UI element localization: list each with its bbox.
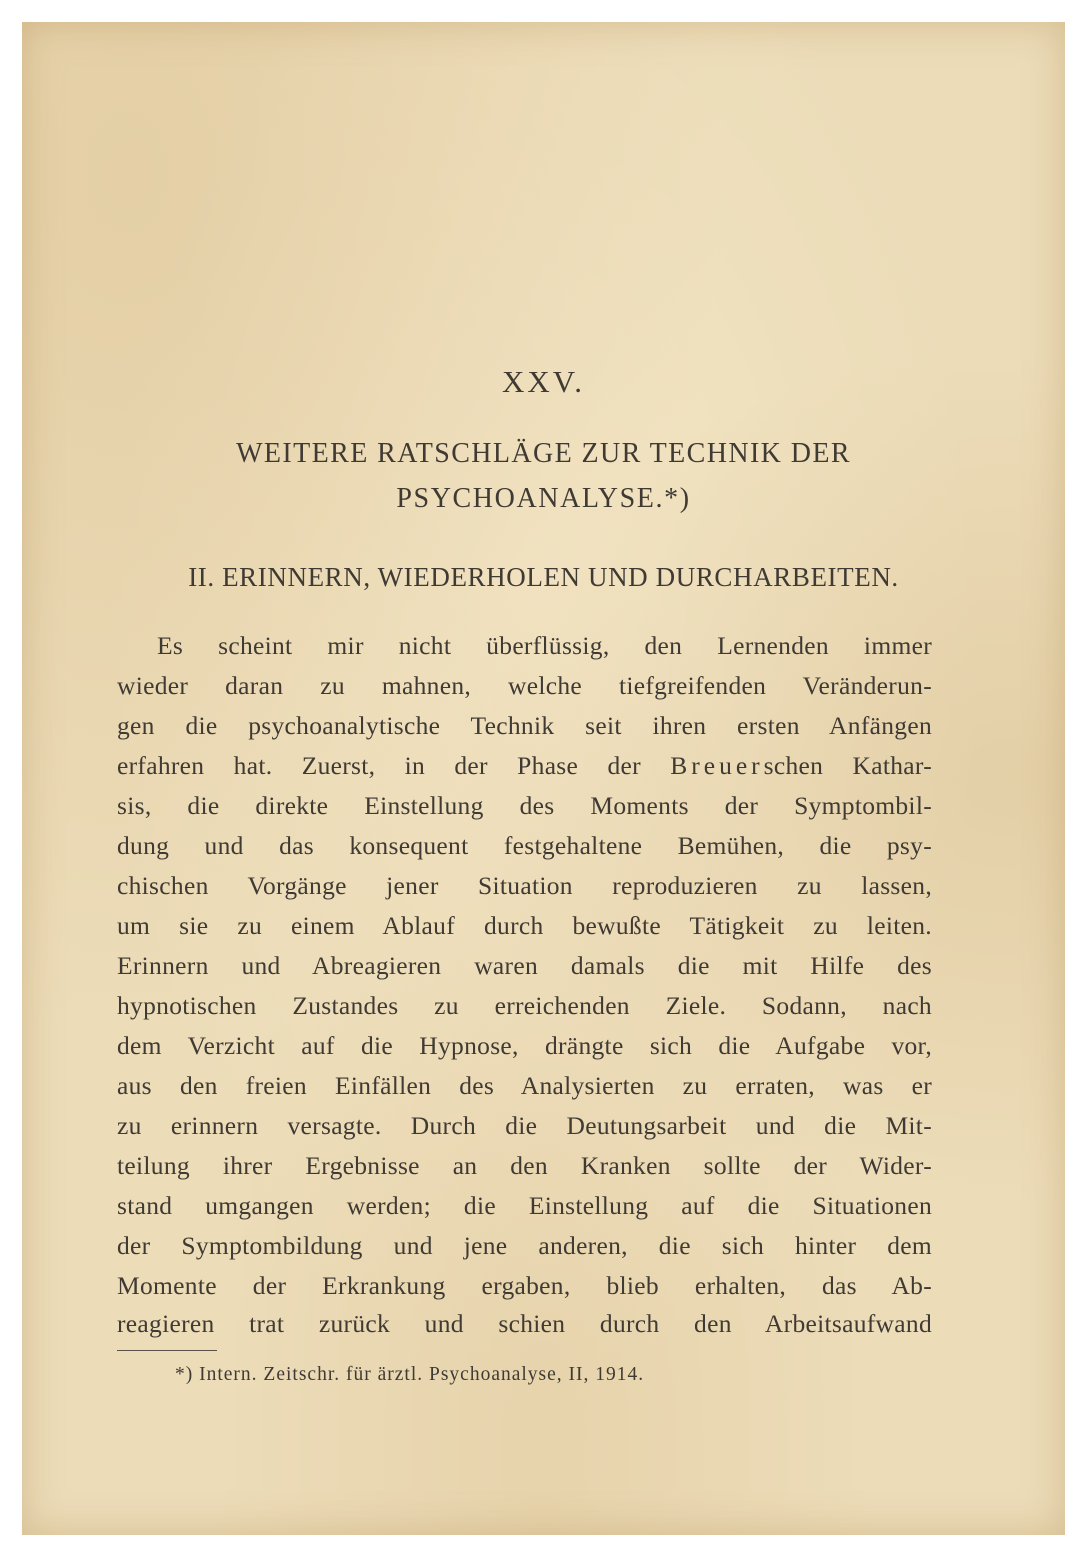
- chapter-number: XXV.: [502, 364, 585, 399]
- body-line-15: stand umgangen werden; die Einstellung auf die Situationen: [117, 1191, 932, 1220]
- body-line-5: sis, die direkte Einstellung des Moments der Symptombil-: [117, 791, 932, 820]
- body-line-1: Es scheint mir nicht überflüssig, den Lernenden immer: [157, 631, 932, 660]
- footnote-divider: [117, 1350, 217, 1351]
- body-line-14: teilung ihrer Ergebnisse an den Kranken sollte der Wider-: [117, 1151, 932, 1180]
- chapter-title-line-1: WEITERE RATSCHLÄGE ZUR TECHNIK DER: [236, 438, 851, 469]
- section-subtitle: II. ERINNERN, WIEDERHOLEN UND DURCHARBEITEN.: [188, 562, 899, 592]
- chapter-title-line-2: PSYCHOANALYSE.*): [396, 483, 691, 514]
- body-line-4: [117, 746, 932, 786]
- body-line-11: dem Verzicht auf die Hypnose, drängte sich die Aufgabe vor,: [117, 1031, 932, 1060]
- body-line-4-end: schen Kathar-: [763, 751, 932, 780]
- body-line-18: reagieren trat zurück und schien durch den Arbeitsaufwand: [117, 1309, 932, 1338]
- body-line-16: der Symptombildung und jene anderen, die sich hinter dem: [117, 1231, 932, 1260]
- body-line-9: Erinnern und Abreagieren waren damals die mit Hilfe des: [117, 951, 932, 980]
- body-line-12: aus den freien Einfällen des Analysierten zu erraten, was er: [117, 1071, 932, 1100]
- body-line-4-start: erfahren hat. Zuerst, in der Phase der: [117, 751, 641, 780]
- footnote: *) Intern. Zeitschr. für ärztl. Psychoanalyse, II, 1914.: [175, 1364, 645, 1385]
- body-line-2: wieder daran zu mahnen, welche tiefgreifenden Veränderun-: [117, 671, 932, 700]
- body-line-17: Momente der Erkrankung ergaben, blieb erhalten, das Ab-: [117, 1271, 932, 1300]
- body-line-13: zu erinnern versagte. Durch die Deutungsarbeit und die Mit-: [117, 1111, 932, 1140]
- body-line-8: um sie zu einem Ablauf durch bewußte Tätigkeit zu leiten.: [117, 911, 932, 940]
- author-name-breuer: Breuer: [670, 751, 764, 780]
- body-line-6: dung und das konsequent festgehaltene Bemühen, die psy-: [117, 831, 932, 860]
- body-line-7: chischen Vorgänge jener Situation reproduzieren zu lassen,: [117, 871, 932, 900]
- body-line-10: hypnotischen Zustandes zu erreichenden Ziele. Sodann, nach: [117, 991, 932, 1020]
- body-line-3: gen die psychoanalytische Technik seit ihren ersten Anfängen: [117, 711, 932, 740]
